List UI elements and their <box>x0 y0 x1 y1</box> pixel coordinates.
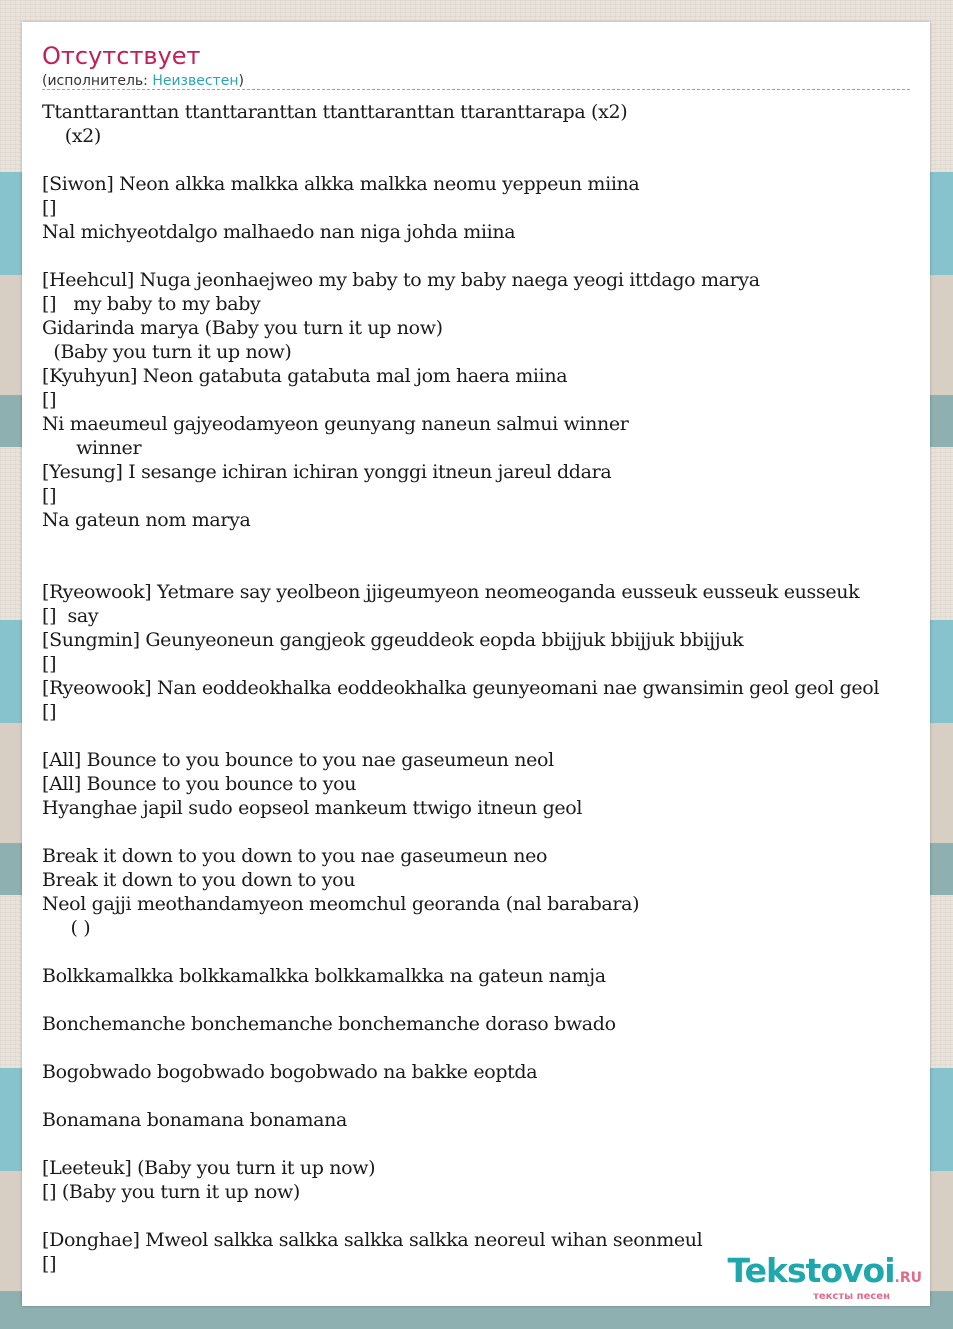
site-logo[interactable] <box>727 1251 922 1302</box>
lyric-line: (x2) <box>42 125 101 147</box>
lyrics-text <box>42 100 930 1276</box>
lyric-line: [] <box>42 197 57 219</box>
lyric-line: Bonchemanche bonchemanche bonchemanche doraso bwado <box>42 1013 616 1035</box>
lyric-line: Gidarinda marya (Baby you turn it up now) <box>42 317 443 339</box>
lyric-line <box>42 556 930 580</box>
lyric-line: Bolkkamalkka bolkkamalkka bolkkamalkka na gateun namja <box>42 965 606 987</box>
lyric-line: Break it down to you down to you nae gaseumeun neo <box>42 845 548 867</box>
lyric-line <box>42 1084 930 1108</box>
lyric-line: [] <box>42 485 57 507</box>
title-divider <box>42 89 910 90</box>
lyric-line: Break it down to you down to you <box>42 869 356 891</box>
lyric-line: [Heehcul] Nuga jeonhaejweo my baby to my baby naega yeogi ittdago marya <box>42 269 760 291</box>
lyric-line: [Siwon] Neon alkka malkka alkka malkka neomu yeppeun miina <box>42 173 640 195</box>
lyric-line: [All] Bounce to you bounce to you nae gaseumeun neol <box>42 749 554 771</box>
artist-link[interactable]: Неизвестен <box>152 73 239 89</box>
lyric-line <box>42 148 930 172</box>
logo-name: Tekstovoi <box>727 1251 895 1290</box>
lyric-line: [Ryeowook] Nan eoddeokhalka eoddeokhalka geunyeomani nae gwansimin geol geol geol <box>42 677 880 699</box>
lyric-line: [] <box>42 1253 57 1275</box>
lyric-line: ( ) <box>42 917 91 939</box>
lyric-line: [All] Bounce to you bounce to you <box>42 773 357 795</box>
lyric-line: winner <box>42 437 142 459</box>
lyric-line: [Leeteuk] (Baby you turn it up now) <box>42 1157 376 1179</box>
lyric-line: [] <box>42 653 57 675</box>
lyric-line <box>42 820 930 844</box>
lyric-line: [Yesung] I sesange ichiran ichiran yonggi itneun jareul ddara <box>42 461 612 483</box>
lyric-line: Ni maeumeul gajyeodamyeon geunyang naneun salmui winner <box>42 413 629 435</box>
lyric-line: Bogobwado bogobwado bogobwado na bakke eoptda <box>42 1061 538 1083</box>
artist-line <box>42 72 244 90</box>
lyric-line: [] say <box>42 605 99 627</box>
artist-suffix: ) <box>238 73 244 89</box>
song-title: Отсутствует <box>42 42 201 70</box>
lyric-line: [Kyuhyun] Neon gatabuta gatabuta mal jom haera miina <box>42 365 568 387</box>
lyric-line: [] <box>42 701 57 723</box>
lyric-line: [] <box>42 389 57 411</box>
lyric-line <box>42 940 930 964</box>
logo-tld: .RU <box>894 1270 922 1286</box>
lyric-line <box>42 988 930 1012</box>
lyric-line <box>42 244 930 268</box>
lyric-line: Na gateun nom marya <box>42 509 251 531</box>
lyric-line <box>42 1036 930 1060</box>
lyric-line: Ttanttaranttan ttanttaranttan ttanttaranttan ttaranttarapa (x2) <box>42 101 628 123</box>
lyric-line: Hyanghae japil sudo eopseol mankeum ttwigo itneun geol <box>42 797 583 819</box>
lyric-line: Bonamana bonamana bonamana <box>42 1109 348 1131</box>
lyric-line <box>42 532 930 556</box>
artist-prefix: (исполнитель: <box>42 73 153 89</box>
lyric-line: [Donghae] Mweol salkka salkka salkka salkka neoreul wihan seonmeul <box>42 1229 703 1251</box>
lyric-line <box>42 1132 930 1156</box>
lyric-line: [] (Baby you turn it up now) <box>42 1181 300 1203</box>
lyrics-sheet <box>22 22 930 1306</box>
logo-tagline: тексты песен <box>813 1291 890 1302</box>
lyric-line: [] my baby to my baby <box>42 293 261 315</box>
lyric-line <box>42 1204 930 1228</box>
lyric-line: Nal michyeotdalgo malhaedo nan niga johda miina <box>42 221 516 243</box>
lyric-line: Neol gajji meothandamyeon meomchul georanda (nal barabara) <box>42 893 640 915</box>
lyric-line: [Sungmin] Geunyeoneun gangjeok ggeuddeok eopda bbijjuk bbijjuk bbijjuk <box>42 629 744 651</box>
lyric-line: [Ryeowook] Yetmare say yeolbeon jjigeumyeon neomeoganda eusseuk eusseuk eusseuk <box>42 581 860 603</box>
lyric-line <box>42 724 930 748</box>
lyric-line: (Baby you turn it up now) <box>42 341 292 363</box>
